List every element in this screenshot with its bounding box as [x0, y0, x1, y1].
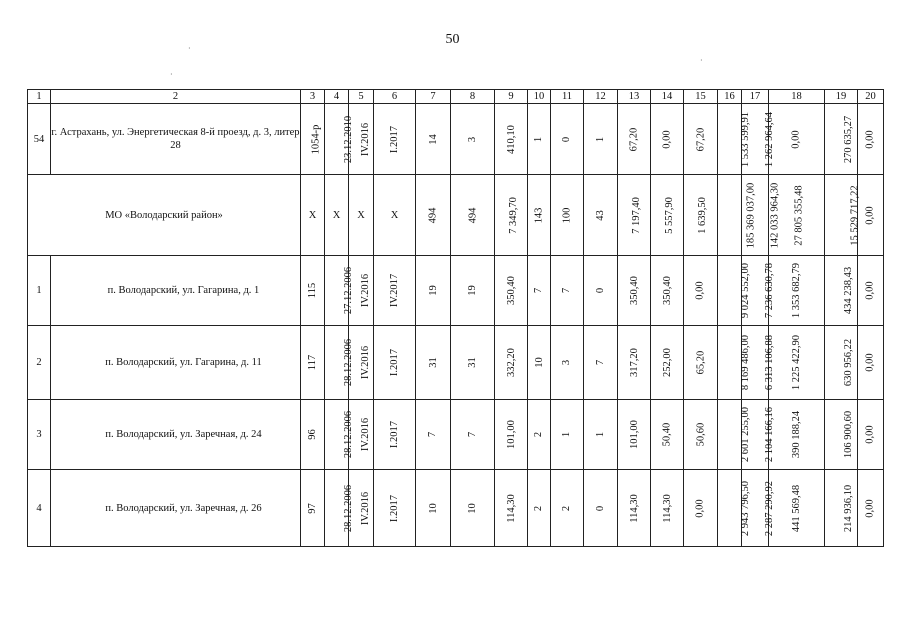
table-cell: [618, 175, 651, 256]
table-cell: [551, 175, 584, 256]
table-cell: [825, 256, 858, 326]
cell-text: 50,60: [695, 422, 706, 447]
table-row: [28, 256, 884, 326]
table-cell: [618, 256, 651, 326]
cell-text: 0: [561, 136, 573, 142]
table-cell: [416, 256, 451, 326]
table-cell: [584, 104, 618, 175]
cell-text: 7: [533, 287, 545, 294]
table-cell: [416, 326, 451, 400]
table-cell: [528, 256, 551, 326]
table-cell: [858, 256, 884, 326]
cell-text: 2 601 255,00: [740, 406, 752, 463]
column-header: 20: [858, 90, 884, 104]
table-cell: [495, 470, 528, 547]
cell-text: I.2017: [389, 494, 400, 522]
table-cell: [651, 175, 684, 256]
table-cell: [451, 104, 495, 175]
table-cell: [416, 104, 451, 175]
cell-text: 3: [561, 359, 573, 366]
cell-text: 494: [467, 207, 478, 223]
table-cell: [769, 104, 825, 175]
cell-text: 317,20: [628, 348, 640, 377]
table-cell: [618, 470, 651, 547]
table-cell: [301, 256, 325, 326]
cell-text: 0,00: [791, 129, 802, 149]
table-cell: [451, 175, 495, 256]
table-cell: [301, 326, 325, 400]
cell-text: 27 805 355,48: [793, 184, 805, 246]
table-row: [28, 326, 884, 400]
cell-text: 9 024 552,00: [740, 262, 752, 319]
table-cell: [769, 256, 825, 326]
cell-text: 1 262 964,64: [764, 111, 776, 167]
scan-speck: ·: [700, 56, 703, 65]
table-cell: [651, 400, 684, 470]
column-header: 17: [742, 90, 769, 104]
table-cell: [551, 326, 584, 400]
cell-text: 350,40: [505, 276, 517, 305]
cell-text: IV.2016: [360, 417, 372, 452]
cell-text: 114,30: [661, 493, 673, 523]
table-cell: [858, 104, 884, 175]
cell-text: 31: [467, 357, 478, 368]
cell-text: 7: [427, 431, 439, 438]
table-cell: [551, 104, 584, 175]
table-cell: [825, 400, 858, 470]
column-header: 1: [28, 90, 51, 104]
row-number: 2: [28, 326, 51, 400]
table-cell: [684, 175, 718, 256]
table-cell: [584, 175, 618, 256]
table-cell: X: [374, 175, 416, 256]
table-cell: [551, 256, 584, 326]
cell-text: 28.12.2006: [343, 338, 355, 387]
column-header: 3: [301, 90, 325, 104]
table-cell: [301, 400, 325, 470]
cell-text: 350,40: [628, 276, 640, 305]
column-header: 4: [325, 90, 349, 104]
cell-text: 2: [561, 505, 573, 511]
cell-text: 350,40: [661, 276, 673, 305]
table-cell: [651, 104, 684, 175]
table-cell: [451, 470, 495, 547]
housing-program-table: [27, 89, 884, 547]
column-number-row: [28, 90, 884, 104]
cell-text: 65,20: [695, 350, 706, 375]
table-cell: [651, 326, 684, 400]
cell-text: IV.2016: [360, 491, 372, 525]
cell-text: 2 943 796,50: [740, 480, 752, 536]
cell-text: 115: [307, 282, 318, 299]
table-cell: X: [325, 175, 349, 256]
cell-text: 7: [561, 287, 573, 294]
cell-text: 390 188,24: [791, 410, 802, 459]
table-cell: [451, 256, 495, 326]
table-cell: [718, 175, 757, 256]
cell-text: 0: [595, 505, 606, 511]
cell-text: I.2017: [389, 420, 400, 449]
table-cell: [618, 104, 651, 175]
cell-text: 3: [467, 136, 478, 142]
cell-text: 630 956,22: [843, 338, 855, 387]
column-header: 14: [651, 90, 684, 104]
cell-text: 0,00: [865, 498, 876, 518]
cell-text: 67,20: [695, 127, 706, 151]
table-cell: [718, 104, 752, 175]
cell-text: 28.12.2006: [343, 410, 355, 459]
cell-text: 67,20: [628, 127, 640, 151]
table-cell: [858, 400, 884, 470]
cell-text: 19: [427, 285, 439, 296]
table-cell: [495, 256, 528, 326]
page-number: 50: [445, 32, 460, 47]
cell-text: 441 569,48: [791, 484, 802, 532]
table-cell: [374, 470, 416, 547]
table-cell: [718, 400, 752, 470]
cell-text: 142 033 964,30: [769, 182, 781, 248]
table-cell: [858, 175, 884, 256]
table-row: [28, 400, 884, 470]
table-cell: [301, 470, 325, 547]
table-cell: [325, 470, 355, 547]
address-cell: п. Володарский, ул. Заречная, д. 24: [51, 400, 301, 470]
table-cell: [325, 400, 355, 470]
table-cell: [495, 104, 528, 175]
table-cell: [301, 104, 325, 175]
cell-text: 270 635,27: [843, 115, 855, 163]
address-cell: г. Астрахань, ул. Энергетическая 8-й проезд, д. 3, литер 28: [51, 104, 301, 175]
table-cell: [825, 175, 861, 256]
table-cell: [551, 470, 584, 547]
cell-text: 0,00: [865, 281, 876, 300]
table-cell: [528, 175, 551, 256]
cell-text: 0,00: [865, 425, 876, 444]
cell-text: IV.2016: [360, 122, 372, 156]
cell-text: 43: [595, 209, 606, 221]
cell-text: 5 557,90: [663, 196, 675, 234]
table-cell: [769, 400, 825, 470]
cell-text: 1: [561, 431, 573, 438]
cell-text: 1: [595, 431, 606, 438]
table-cell: [825, 470, 858, 547]
table-cell: [718, 326, 752, 400]
cell-text: 106 900,60: [843, 410, 855, 459]
table-cell: [825, 104, 858, 175]
table-cell: [858, 470, 884, 547]
cell-text: 0,00: [865, 353, 876, 372]
column-header: 12: [584, 90, 618, 104]
row-number: 4: [28, 470, 51, 547]
table-cell: [416, 175, 451, 256]
table-cell: [651, 256, 684, 326]
table-cell: [684, 470, 718, 547]
table-cell: [651, 470, 684, 547]
cell-text: 1 639,50: [696, 196, 708, 234]
column-header: 15: [684, 90, 718, 104]
table-cell: [374, 256, 416, 326]
cell-text: 2: [533, 431, 545, 438]
cell-text: 97: [307, 502, 318, 514]
cell-text: 10: [533, 357, 545, 368]
column-header: 2: [51, 90, 301, 104]
table-row: [28, 470, 884, 547]
cell-text: 252,00: [661, 348, 673, 377]
column-header: 13: [618, 90, 651, 104]
table-cell: [718, 256, 752, 326]
column-header: 16: [718, 90, 742, 104]
table-cell: [584, 400, 618, 470]
table-cell: [374, 326, 416, 400]
cell-text: 50,40: [661, 422, 673, 447]
table-cell: [769, 326, 825, 400]
column-header: 18: [769, 90, 825, 104]
table-cell: [495, 175, 528, 256]
cell-text: 7: [595, 359, 606, 366]
table-cell: [584, 256, 618, 326]
table-cell: [374, 400, 416, 470]
row-number: 1: [28, 256, 51, 326]
column-header: 10: [528, 90, 551, 104]
table-cell: X: [349, 175, 374, 256]
cell-text: IV.2017: [388, 273, 400, 308]
row-number: 54: [28, 104, 51, 175]
cell-text: 1 533 599,91: [740, 111, 752, 167]
table-cell: [618, 326, 651, 400]
table-cell: [325, 326, 355, 400]
table-cell: [416, 400, 451, 470]
cell-text: 23.12.2010: [343, 115, 355, 163]
table-cell: X: [301, 175, 325, 256]
address-cell: п. Володарский, ул. Гагарина, д. 11: [51, 326, 301, 400]
column-header: 19: [825, 90, 858, 104]
table-cell: [584, 470, 618, 547]
cell-text: 1 225 422,90: [791, 334, 803, 391]
table-cell: [584, 326, 618, 400]
cell-text: 101,00: [628, 420, 640, 449]
cell-text: 494: [427, 207, 439, 223]
table-cell: [684, 326, 718, 400]
cell-text: 0,00: [695, 498, 706, 518]
cell-text: 434 238,43: [843, 266, 855, 315]
table-cell: [528, 470, 551, 547]
cell-text: 7: [467, 431, 478, 438]
cell-text: 6 313 106,88: [764, 334, 776, 391]
cell-text: 143: [533, 207, 545, 223]
cell-text: 2 287 290,92: [764, 480, 776, 536]
cell-text: 0: [595, 287, 606, 294]
cell-text: 15 529 717,22: [849, 184, 861, 246]
table-cell: [416, 470, 451, 547]
table-cell: [495, 400, 528, 470]
cell-text: 332,20: [505, 348, 517, 377]
cell-text: 27.12.2006: [343, 266, 355, 315]
cell-text: 31: [427, 357, 439, 368]
cell-text: 1054-р: [310, 124, 322, 154]
cell-text: 2 104 166,16: [764, 406, 776, 463]
address-cell: п. Володарский, ул. Заречная, д. 26: [51, 470, 301, 547]
cell-text: 0,00: [695, 281, 706, 300]
cell-text: 7 349,70: [507, 196, 519, 234]
cell-text: 214 936,10: [843, 484, 855, 532]
cell-text: IV.2016: [360, 273, 372, 308]
cell-text: 410,10: [505, 124, 517, 154]
district-name: МО «Володарский район»: [28, 175, 301, 256]
cell-text: 101,00: [505, 420, 517, 449]
cell-text: I.2017: [389, 125, 400, 153]
table-cell: [858, 326, 884, 400]
table-cell: [825, 326, 858, 400]
cell-text: IV.2016: [360, 345, 372, 380]
cell-text: 1 353 682,79: [791, 262, 803, 319]
table-cell: [451, 326, 495, 400]
column-header: 8: [451, 90, 495, 104]
row-number: 3: [28, 400, 51, 470]
cell-text: I.2017: [389, 348, 400, 377]
cell-text: 10: [427, 502, 439, 514]
table-cell: [325, 104, 355, 175]
table-cell: [618, 400, 651, 470]
cell-text: 185 369 037,00: [745, 182, 757, 248]
cell-text: 2: [533, 505, 545, 511]
cell-text: 28.12.2006: [343, 484, 355, 532]
table-cell: [684, 104, 718, 175]
cell-text: 96: [307, 429, 318, 440]
column-header: 11: [551, 90, 584, 104]
table-cell: [718, 470, 752, 547]
table-cell: [528, 400, 551, 470]
column-header: 9: [495, 90, 528, 104]
cell-text: 100: [561, 207, 573, 223]
cell-text: 14: [427, 133, 439, 145]
column-header: 6: [374, 90, 416, 104]
cell-text: 0,00: [865, 129, 876, 149]
cell-text: 7 236 630,78: [764, 262, 776, 319]
table-cell: [684, 400, 718, 470]
cell-text: 7 197,40: [630, 196, 642, 234]
table-cell: [528, 326, 551, 400]
scan-speck: ·: [170, 70, 173, 79]
table-cell: [374, 104, 416, 175]
column-header: 7: [416, 90, 451, 104]
cell-text: 114,30: [505, 493, 517, 523]
table-cell: [495, 326, 528, 400]
table-cell: [551, 400, 584, 470]
cell-text: 0,00: [661, 129, 673, 149]
table-cell: [451, 400, 495, 470]
cell-text: 117: [307, 354, 318, 371]
district-total-row: [28, 175, 884, 256]
table-cell: [325, 256, 355, 326]
table-row: [28, 104, 884, 175]
cell-text: 1: [595, 136, 606, 142]
table-cell: [684, 256, 718, 326]
cell-text: 1: [533, 136, 545, 142]
cell-text: 10: [467, 502, 478, 514]
address-cell: п. Володарский, ул. Гагарина, д. 1: [51, 256, 301, 326]
table-cell: [769, 470, 825, 547]
cell-text: 0,00: [865, 205, 876, 225]
cell-text: 114,30: [628, 493, 640, 523]
scan-speck: ·: [188, 44, 191, 53]
column-header: 5: [349, 90, 374, 104]
cell-text: 8 169 486,00: [740, 334, 752, 391]
table-cell: [528, 104, 551, 175]
cell-text: 19: [467, 285, 478, 296]
